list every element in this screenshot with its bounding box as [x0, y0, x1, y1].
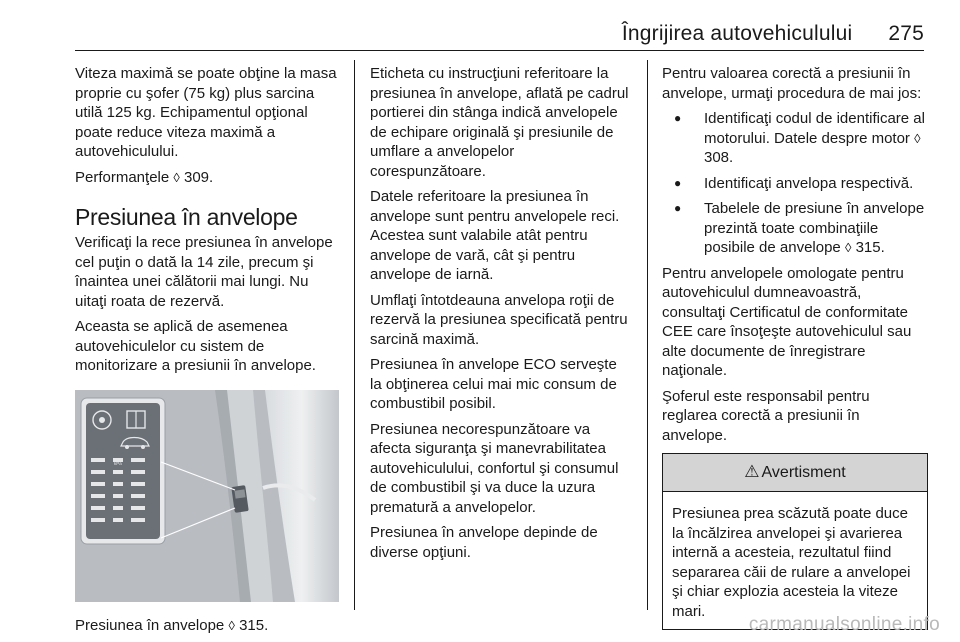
- column-divider-1: [354, 60, 355, 610]
- list-item: [662, 199, 928, 258]
- paragraph-max-speed: Viteza maximă se poate obţine la masa proprie cu şofer (75 kg) plus sarcina utilă 125 kg. Echipamentul opţional poate reduce viteza maximă a autovehiculului.: [75, 65, 337, 160]
- page-number: 275: [888, 22, 924, 45]
- paragraph-ec-certificate: Pentru anvelopele omologate pentru autovehiculul dumneavoastră, consultaţi Certificatul de conformitate CEE care însoţeşte autovehiculul sau alte documente de înregistrare naţionale.: [662, 264, 912, 379]
- paragraph-eco-pressure: Presiunea în anvelope ECO serveşte la obţinerea celui mai mic consum de combustibil posibil.: [370, 356, 617, 412]
- tire-pressure-label-image: [75, 390, 339, 602]
- procedure-list: [662, 109, 928, 258]
- page-reference-icon: ◊: [228, 617, 235, 633]
- page-reference-icon: ◊: [844, 240, 852, 255]
- page-header: [622, 22, 924, 46]
- paragraph-incorrect-pressure: Presiunea necorespunzătoare va afecta siguranţa şi manevrabilitatea autovehiculului, confortul şi consumul de combustibil şi va duce la uzura prematură a anvelopelor.: [370, 420, 619, 516]
- column-1: [75, 64, 340, 641]
- warning-triangle-icon: ⚠: [744, 462, 760, 481]
- column-2: [370, 64, 632, 568]
- list-item: [662, 174, 928, 194]
- pressure-table-ref[interactable]: 315.: [855, 239, 885, 256]
- paragraph-driver-responsibility: Şoferul este responsabil pentru reglarea corectă a presiunii în anvelope.: [662, 387, 870, 444]
- warning-title: Avertisment: [761, 464, 846, 481]
- chapter-title: Îngrijirea autovehiculului: [621, 22, 853, 45]
- paragraph-options: Presiunea în anvelope depinde de diverse opţiuni.: [370, 524, 598, 561]
- paragraph-performance: [75, 168, 340, 188]
- caption-text: Presiunea în anvelope: [75, 616, 229, 634]
- paragraph-cold-tires: Datele referitoare la presiunea în anvelope sunt pentru anvelopele reci. Acestea sunt valabile atât pentru anvelope de vară, cât şi pentru anvelope de iarnă.: [370, 188, 620, 283]
- warning-box: [662, 453, 928, 630]
- paragraph-tpms: Aceasta se aplică de asemenea autovehiculelor cu sistem de monitorizare a presiunii în anvelope.: [75, 318, 316, 374]
- warning-body: [663, 492, 927, 629]
- list-item: [662, 109, 928, 168]
- performance-ref[interactable]: 309.: [184, 168, 214, 186]
- engine-data-ref[interactable]: 308.: [704, 149, 734, 166]
- warning-header: [663, 454, 927, 492]
- header-rule: [75, 50, 924, 51]
- list-item-text: Identificaţi codul de identificare al motorului. Datele despre motor: [704, 110, 925, 147]
- caption-ref[interactable]: 315.: [239, 616, 269, 634]
- column-divider-2: [647, 60, 648, 610]
- paragraph-procedure-intro: Pentru valoarea corectă a presiunii în anvelope, urmaţi procedura de mai jos:: [662, 65, 922, 102]
- figure-caption: [75, 616, 340, 636]
- watermark: carmanualsonline.info: [748, 614, 940, 635]
- label-unit-text: kPa: [114, 460, 122, 466]
- performance-text: Performanţele: [75, 168, 174, 186]
- list-item-text: Identificaţi anvelopa respectivă.: [704, 174, 914, 192]
- list-item-text: Tabelele de presiune în anvelope prezintă toate combinaţiile posibile de anvelope: [704, 200, 925, 256]
- page-reference-icon: ◊: [173, 169, 180, 185]
- page-reference-icon: ◊: [914, 130, 921, 146]
- paragraph-spare-wheel: Umflaţi întotdeauna anvelopa roţii de rezervă la presiunea specificată pentru sarcină maximă.: [370, 291, 628, 348]
- section-heading: Presiunea în anvelope: [75, 204, 298, 230]
- door-frame-illustration: [75, 390, 339, 602]
- warning-text: Presiunea prea scăzută poate duce la încălzirea anvelopei şi avarierea internă a acesteia, rezultatul fiind separarea căii de rulare a anvelopei şi chiar explozia acesteia la viteze mari.: [672, 505, 911, 620]
- paragraph-check-pressure: Verificaţi la rece presiunea în anvelope cel puţin o dată la 14 zile, precum şi înaintea unei călătorii mai lungi. Nu uitaţi roata de rezervă.: [75, 234, 333, 310]
- paragraph-label-location: Eticheta cu instrucţiuni referitoare la presiunea în anvelope, aflată pe cadrul portierei din stânga indică anvelopele de echipare originală şi presiunile de umflare a anvelopelor corespunzătoare.: [370, 65, 629, 180]
- column-3: [662, 64, 928, 630]
